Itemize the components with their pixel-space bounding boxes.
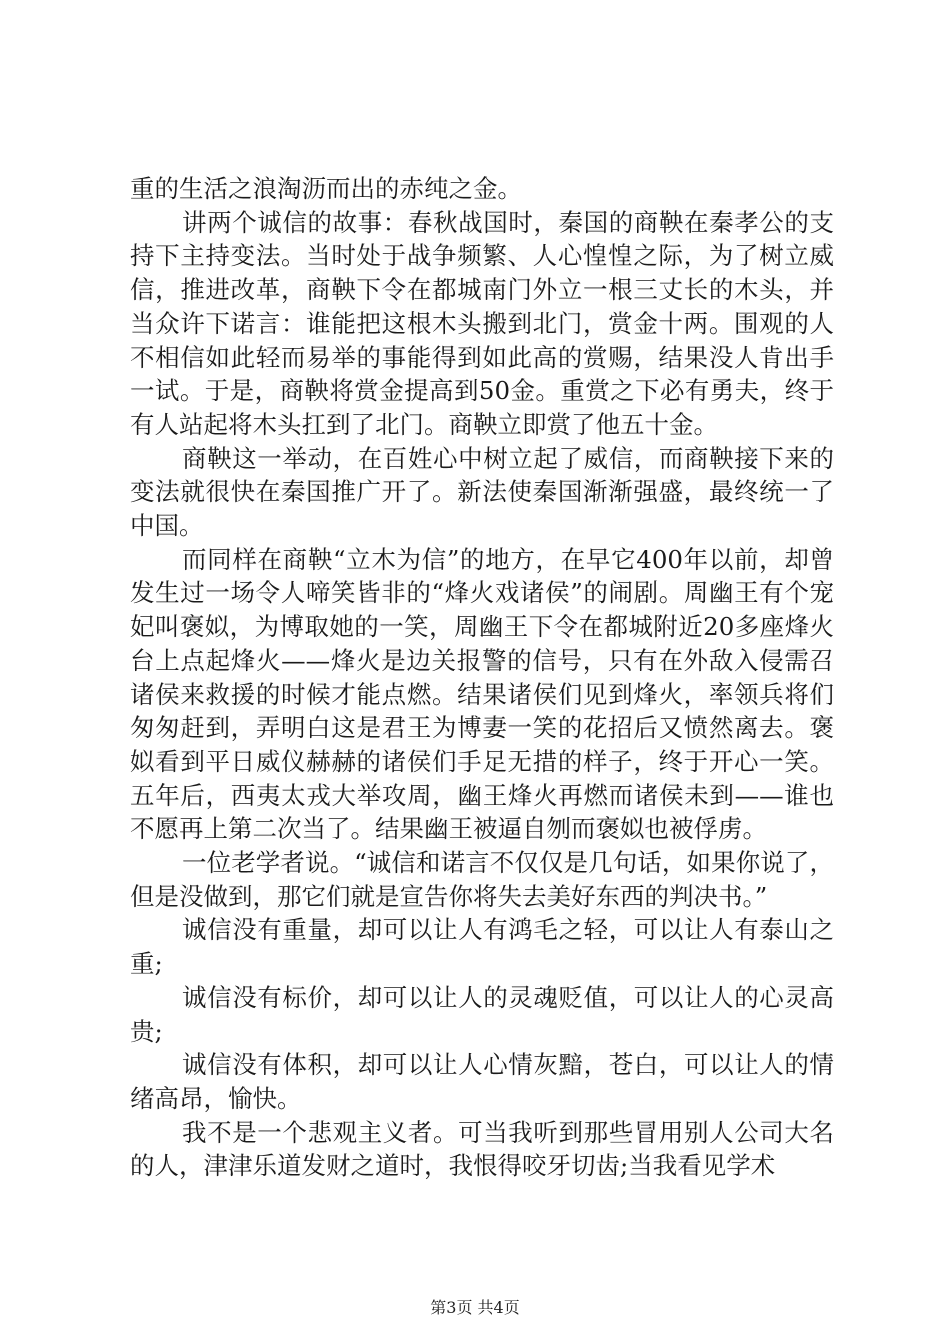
- paragraph-continued: 重的生活之浪淘沥而出的赤纯之金。: [130, 174, 522, 203]
- paragraph-beacon-story: 而同样在商鞅“立木为信”的地方，在早它400年以前，却曾发生过一场令人啼笑皆非的“烽火戏诸侯”的闹剧。周幽王有个宠妃叫褒姒，为博取她的一笑，周幽王下令在都城附近20多座烽火台上点起烽火——烽火是边关报警的信号，只有在外敌入侵需召诸侯来救援的时候才能点燃。结果诸侯们见到烽火，率领兵将们匆匆赶到，弄明白这是君王为博妻一笑的花招后又愤然离去。褒姒看到平日威仪赫赫的诸侯们手足无措的样子，终于开心一笑。五年后，西夷太戎大举攻周，幽王烽火再燃而诸侯未到——谁也不愿再上第二次当了。结果幽王被逼自刎而褒姒也被俘虏。: [130, 544, 834, 844]
- paragraph-shang-yang-story: 讲两个诚信的故事：春秋战国时，秦国的商鞅在秦孝公的支持下主持变法。当时处于战争频繁、人心惶惶之际，为了树立威信，推进改革，商鞅下令在都城南门外立一根三丈长的木头，并当众许下诺言：谁能把这根木头搬到北门，赏金十两。围观的人不相信如此轻而易举的事能得到如此高的赏赐，结果没人肯出手一试。于是，商鞅将赏金提高到50金。重赏之下必有勇夫，终于有人站起将木头扛到了北门。商鞅立即赏了他五十金。: [130, 207, 834, 439]
- page-footer: 第3页 共4页: [430, 1298, 520, 1317]
- paragraph-not-pessimist: 我不是一个悲观主义者。可当我听到那些冒用别人公司大名的人，津津乐道发财之道时，我恨得咬牙切齿;当我看见学术: [130, 1117, 834, 1181]
- paragraph-weight: 诚信没有重量，却可以让人有鸿毛之轻，可以让人有泰山之重;: [130, 915, 834, 979]
- paragraph-volume: 诚信没有体积，却可以让人心情灰黯，苍白，可以让人的情绪高昂，愉快。: [130, 1050, 834, 1113]
- paragraph-price: 诚信没有标价，却可以让人的灵魂贬值，可以让人的心灵高贵;: [130, 982, 834, 1046]
- paragraph-scholar-quote: 一位老学者说。“诚信和诺言不仅仅是几句话，如果你说了，但是没做到，那它们就是宣告你将失去美好东西的判决书。”: [130, 848, 834, 911]
- paragraph-shang-yang-result: 商鞅这一举动，在百姓心中树立起了威信，而商鞅接下来的变法就很快在秦国推广开了。新法使秦国渐渐强盛，最终统一了中国。: [130, 443, 834, 541]
- document-body: [130, 172, 834, 1183]
